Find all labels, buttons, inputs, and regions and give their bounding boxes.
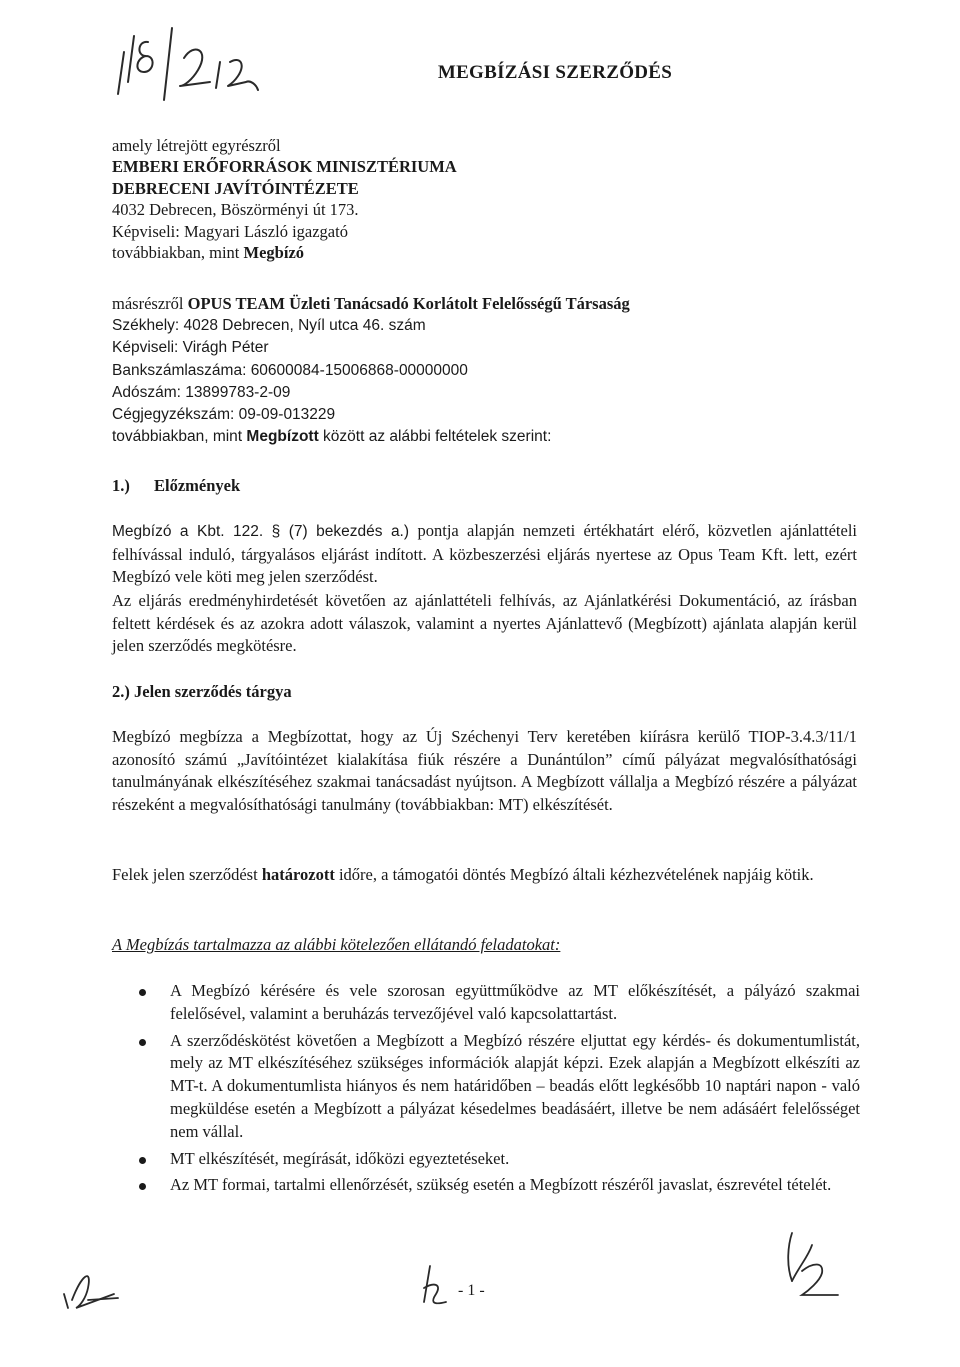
org-name-line1: EMBERI ERŐFORRÁSOK MINISZTÉRIUMA [112,157,457,177]
obligations-list-item [112,980,860,1026]
obligations-list-item [112,1148,860,1171]
contractor-tax-number: Adószám: 13899783-2-09 [112,383,291,401]
bullet-icon [139,1039,146,1046]
handwritten-initials-left [58,1264,128,1314]
contractor-representative: Képviseli: Virágh Péter [112,339,269,357]
contractor-definition [112,426,862,448]
bullet-icon [139,1183,146,1190]
section-1-paragraph-1-rest: pontja alapján nemzeti értékhatárt elérő, közvetlen ajánlattételi felhívással induló, tárgyalásos eljárást indított. A közbeszerzési eljárás nyertese az Opus Team Kft. lett, ezért Megbízó vele köti meg jelen szerződést. [112,521,858,587]
obligations-list-item-text: Az MT formai, tartalmi ellenőrzését, szükség esetén a Megbízott részéről javaslat, észrevétel tételét. [170,1175,832,1195]
org-address: 4032 Debrecen, Böszörményi út 173. [112,200,359,220]
section-2-paragraph-2 [112,864,857,887]
org-representative: Képviseli: Magyari László igazgató [112,221,348,241]
principal-definition-prefix: továbbiakban, mint [112,243,244,263]
section-1-number: 1.) [112,476,130,495]
contractor-definition-prefix: továbbiakban, mint [112,428,247,446]
obligations-list-item-text: A szerződéskötést követően a Megbízott a Megbízó részére eljuttat egy kérdés- és dokumentumlistát, mely az MT elkészítéséhez szükséges információk alapját képzi. Ezek alapján a Megbízott elkészíti az MT-t. A dokumentumlista hiányos és nem határidőben – beadás előtt legkésőbb 10 naptári napon - való megküldése esetén a Megbízott a pályázat késedelmes beadásáért, illetve be nem adásáért felelősséget nem vállal. [170,1030,860,1141]
principal-definition [112,242,862,263]
contractor-name: OPUS TEAM Üzleti Tanácsadó Korlátolt Felelősségű Társaság [187,294,630,313]
contractor-registration-number: Cégjegyzékszám: 09-09-013229 [112,406,336,424]
parties-block-second [112,292,862,449]
section-2-heading [112,682,292,702]
parties-intro: amely létrejött egyrészről [112,136,281,155]
section-2-paragraph-2-bold: határozott [261,865,335,884]
obligations-list-item [112,1030,860,1144]
contractor-role: Megbízott [246,428,319,446]
principal-role: Megbízó [243,243,305,263]
section-2-paragraph-2-prefix: Felek jelen szerződést [112,865,262,884]
org-name-line2: DEBRECENI JAVÍTÓINTÉZETE [112,178,359,198]
contractor-bank-account: Bankszámlaszáma: 60600084-15006868-00000000 [112,361,468,379]
section-1-paragraph-1-lead: Megbízó a Kbt. 122. § (7) bekezdés a.) [112,523,418,540]
obligations-list-item-text: MT elkészítését, megírását, időközi egyeztetéseket. [170,1148,510,1168]
contractor-seat: Székhely: 4028 Debrecen, Nyíl utca 46. szám [112,317,426,334]
bullet-icon [139,989,146,996]
obligations-list-item-text: A Megbízó kérésére és vele szorosan együttműködve az MT előkészítését, a pályázó szakmai felelősével, valamint a beruházás tervezőjével való kapcsolattartást. [170,981,860,1023]
contractor-prefix: másrészről [112,294,188,313]
section-2-paragraph-1: Megbízó megbízza a Megbízottat, hogy az Új Széchenyi Terv keretében kiírásra kerülő TIOP-3.4.3/11/1 azonosító számú „Javítóintézet kialakítása fiúk részére a Dunántúlon” című pályázat megvalósíthatósági tanulmányának elkészítéséhez szakmai tanácsadást nyújtson. A Megbízott vállalja a Megbízó részére a pályázat részeként a megvalósíthatósági tanulmány (továbbiakban: MT) elkészítését. [112,727,857,814]
section-2-paragraph-2-suffix: időre, a támogatói döntés Megbízó általi kézhezvételének napjáig kötik. [334,865,814,884]
contractor-definition-suffix: között az alábbi feltételek szerint: [318,428,552,446]
section-2-title: Jelen szerződés tárgya [134,682,292,701]
handwritten-signature-right [778,1225,848,1305]
section-1-paragraph-2: Az eljárás eredményhirdetését követően az ajánlattételi felhívás, az Ajánlatkérési Dokumentáció, az írásban feltett kérdések és az azokra adott válaszok, valamint a nyertes Ajánlattevő (Megbízott) ajánlata alapján kerül jelen szerződés megkötésre. [112,591,857,656]
handwritten-initials-center [418,1262,458,1312]
bullet-icon [139,1157,146,1164]
obligations-heading [112,934,857,957]
section-1-title: Előzmények [154,476,241,495]
contractor-name-line [112,292,862,315]
section-1-paragraph-1 [112,520,857,589]
parties-block-first [112,135,862,263]
page-number: - 1 - [458,1282,485,1299]
obligations-list-item [112,1174,860,1197]
obligations-heading-text: A Megbízás tartalmazza az alábbi kötelezően ellátandó feladatokat: [112,935,561,954]
document-title: MEGBÍZÁSI SZERZŐDÉS [437,62,673,83]
section-2-number: 2.) [112,682,130,701]
obligations-list [112,980,860,1197]
section-1-heading [112,476,240,496]
